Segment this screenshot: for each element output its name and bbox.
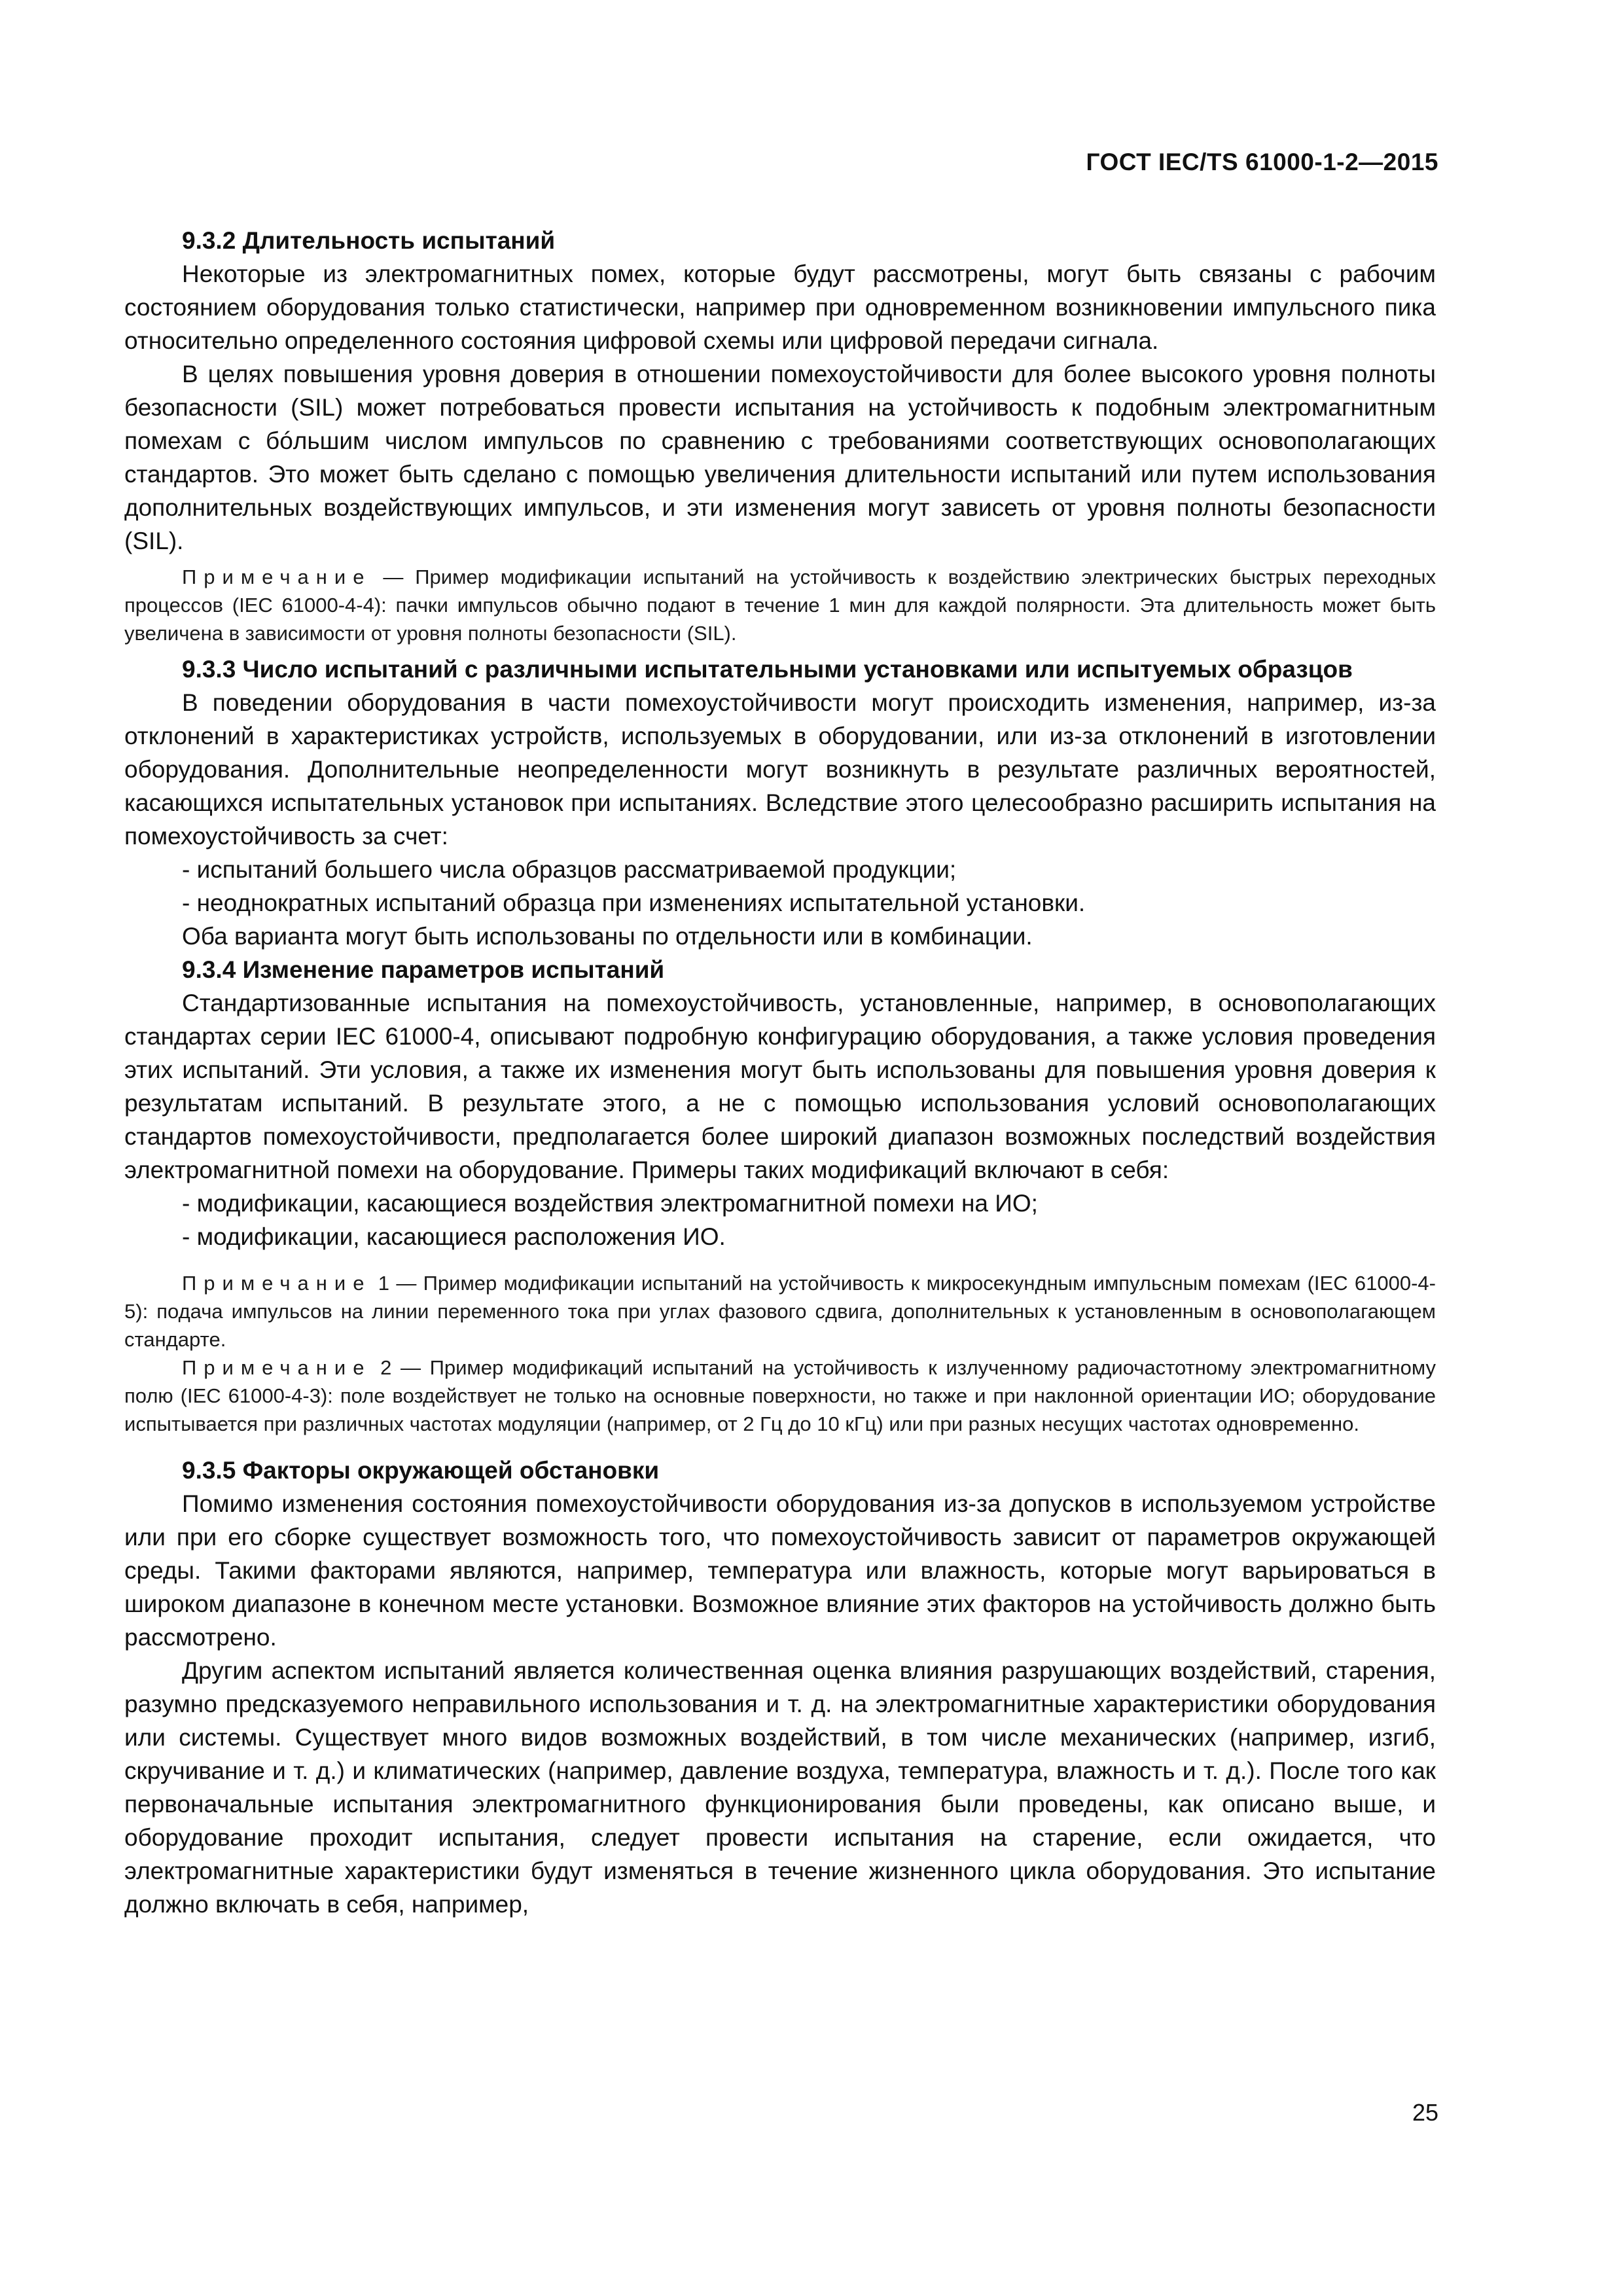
document-code-header: ГОСТ IEC/TS 61000-1-2—2015 [1086,149,1438,175]
paragraph: Некоторые из электромагнитных помех, которые будут рассмотрены, могут быть связаны с рабочим состоянием оборудования только статистически, например при одновременном возникновении импульсного пика относительно определенного состояния цифровой схемы или цифровой передачи сигнала. [124,260,1436,354]
note-text: 1 — Пример модификации испытаний на устойчивость к микросекундным импульсным помехам (IEC 61000-4-5): подача импульсов на линии переменного тока при углах фазового сдвига, дополнительных к установленным в основополагающем стандарте. [124,1272,1436,1351]
list-item: - неоднократных испытаний образца при изменениях испытательной установки. [182,889,1086,916]
paragraph: В поведении оборудования в части помехоустойчивости могут происходить изменения, например, из-за отклонений в характеристиках устройств, используемых в оборудовании, или из-за отклонений в изготовлении оборудования. Дополнительные неопределенности могут возникнуть в результате различных вероятностей, касающихся испытательных установок при испытаниях. Вследствие этого целесообразно расширить испытания на помехоустойчивость за счет: [124,689,1436,850]
section-heading-9-3-4: 9.3.4 Изменение параметров испытаний [182,956,665,983]
note-text: 2 — Пример модификаций испытаний на устойчивость к излученному радиочастотному электромагнитному полю (IEC 61000-4-3): поле воздействует не только на основные поверхности, но также и при наклонной ориентации ИО; оборудование испытывается при различных частотах модуляции (например, от 2 Гц до 10 кГц) или при разных несущих частотах одновременно. [124,1356,1436,1435]
note-label: Примечание [182,565,372,588]
note [124,563,1436,647]
page-body [124,224,1436,1921]
note-label: Примечание [182,1356,372,1379]
note-label: Примечание [182,1272,372,1295]
section-heading-9-3-3: 9.3.3 Число испытаний с различными испытательными установками или испытуемых образцов [182,656,1353,683]
paragraph: Другим аспектом испытаний является количественная оценка влияния разрушающих воздействий, старения, разумно предсказуемого неправильного использования и т. д. на электромагнитные характеристики оборудования или системы. Существует много видов возможных воздействий, в том числе механических (например, изгиб, скручивание и т. д.) и климатических (например, давление воздуха, температура, влажность и т. д.). После того как первоначальные испытания электромагнитного функционирования были проведены, как описано выше, и оборудование проходит испытания, следует провести испытания на старение, если ожидается, что электромагнитные характеристики будут изменяться в течение жизненного цикла оборудования. Это испытание должно включать в себя, например, [124,1657,1436,1918]
paragraph: Оба варианта могут быть использованы по отдельности или в комбинации. [182,923,1033,950]
note-text: — Пример модификации испытаний на устойчивость к воздействию электрических быстрых переходных процессов (IEC 61000-4-4): пачки импульсов обычно подают в течение 1 мин для каждой полярности. Эта длительность может быть увеличена в зависимости от уровня полноты безопасности (SIL). [124,565,1436,645]
paragraph: Помимо изменения состояния помехоустойчивости оборудования из-за допусков в используемом устройстве или при его сборке существует возможность того, что помехоустойчивость зависит от параметров окружающей среды. Такими факторами являются, например, температура или влажность, которые могут варьироваться в широком диапазоне в конечном месте установки. Возможное влияние этих факторов на устойчивость должно быть рассмотрено. [124,1490,1436,1651]
paragraph: Стандартизованные испытания на помехоустойчивость, установленные, например, в основополагающих стандартах серии IEC 61000-4, описывают подробную конфигурацию оборудования, а также условия проведения этих испытаний. Эти условия, а также их изменения могут быть использованы для повышения уровня доверия к результатам испытаний. В результате этого, а не с помощью использования условий основополагающих стандартов помехоустойчивости, предполагается более широкий диапазон возможных последствий воздействия электромагнитной помехи на оборудование. Примеры таких модификаций включают в себя: [124,990,1436,1183]
list-item: - испытаний большего числа образцов рассматриваемой продукции; [182,856,957,883]
note-1 [124,1269,1436,1354]
page-number: 25 [1412,2099,1438,2126]
section-heading-9-3-5: 9.3.5 Факторы окружающей обстановки [182,1457,660,1484]
paragraph: В целях повышения уровня доверия в отношении помехоустойчивости для более высокого уровня полноты безопасности (SIL) может потребоваться провести испытания на устойчивость к подобным электромагнитным помехам с бóльшим числом импульсов по сравнению с требованиями соответствующих основополагающих стандартов. Это может быть сделано с помощью увеличения длительности испытаний или путем использования дополнительных воздействующих импульсов, и эти изменения могут зависеть от уровня полноты безопасности (SIL). [124,361,1436,554]
list-item: - модификации, касающиеся расположения ИО. [182,1223,726,1250]
list-item: - модификации, касающиеся воздействия электромагнитной помехи на ИО; [182,1190,1038,1217]
note-2 [124,1354,1436,1438]
section-heading-9-3-2: 9.3.2 Длительность испытаний [182,227,556,254]
